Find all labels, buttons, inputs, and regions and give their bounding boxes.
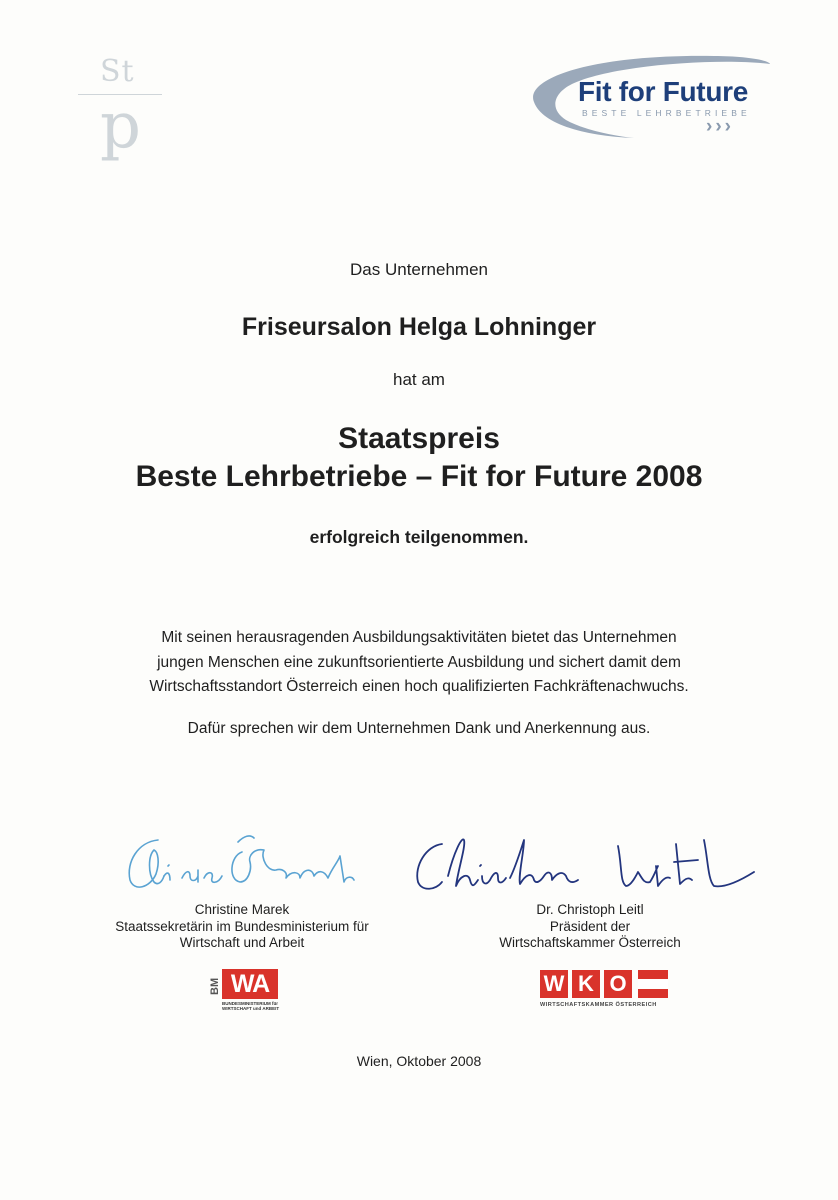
certificate-body	[0, 626, 838, 700]
signer-name: Christine Marek	[194, 902, 290, 917]
signer-title: Wirtschaft und Arbeit	[179, 935, 305, 950]
participation-statement: erfolgreich teilgenommen.	[309, 527, 529, 547]
signature-christine-marek	[118, 812, 378, 902]
bmwa-caption-line: WIRTSCHAFT und ARBEIT	[222, 1006, 280, 1011]
wko-letter: W	[540, 970, 568, 998]
certificate-hat-am: hat am	[393, 370, 445, 389]
fit-for-future-logo	[524, 50, 774, 145]
bmwa-logo-wa: WA	[222, 969, 278, 999]
award-title-line2: Beste Lehrbetriebe – Fit for Future 2008	[135, 460, 703, 493]
place-and-date: Wien, Oktober 2008	[356, 1053, 482, 1069]
signer-title: Präsident der	[549, 918, 631, 934]
body-line: Wirtschaftsstandort Österreich einen hoch qualifizierten Fachkräftenachwuchs.	[149, 678, 689, 695]
fit-for-future-title: Fit for Future	[578, 76, 748, 107]
body-line: Mit seinen herausragenden Ausbildungsaktivitäten bietet das Unternehmen	[161, 629, 677, 646]
stp-logo	[78, 50, 164, 180]
wko-letter: O	[604, 970, 632, 998]
bmwa-logo	[208, 968, 280, 1014]
austria-flag-icon	[638, 970, 668, 998]
stp-logo-bottom: p	[100, 89, 141, 163]
fit-for-future-subtitle: BESTE LEHRBETRIEBE	[582, 108, 751, 118]
certificate-intro: Das Unternehmen	[350, 260, 488, 279]
wko-letter: K	[572, 970, 600, 998]
stp-logo-top: St	[100, 54, 135, 89]
signer-christine-marek	[92, 902, 392, 952]
signer-title: Staatssekretärin im Bundesministerium für	[115, 918, 369, 934]
wko-logo-caption: WIRTSCHAFTSKAMMER ÖSTERREICH	[540, 1002, 657, 1008]
body-line: jungen Menschen eine zukunftsorientierte Ausbildung und sichert damit dem	[157, 653, 681, 671]
bmwa-logo-caption	[222, 1001, 282, 1011]
signer-name: Dr. Christoph Leitl	[536, 902, 644, 917]
company-name: Friseursalon Helga Lohninger	[241, 313, 597, 341]
thanks-statement: Dafür sprechen wir dem Unternehmen Dank und Anerkennung aus.	[187, 720, 651, 737]
wko-logo	[540, 968, 672, 1014]
chevrons-icon: ›››	[706, 116, 734, 137]
bmwa-logo-bm: BM	[209, 977, 221, 995]
award-title-line1: Staatspreis	[338, 422, 500, 455]
signer-christoph-leitl	[440, 902, 740, 952]
signature-christoph-leitl	[408, 826, 768, 906]
bmwa-caption-line: BUNDESMINISTERIUM für	[222, 1001, 278, 1006]
signer-title: Wirtschaftskammer Österreich	[499, 935, 681, 950]
